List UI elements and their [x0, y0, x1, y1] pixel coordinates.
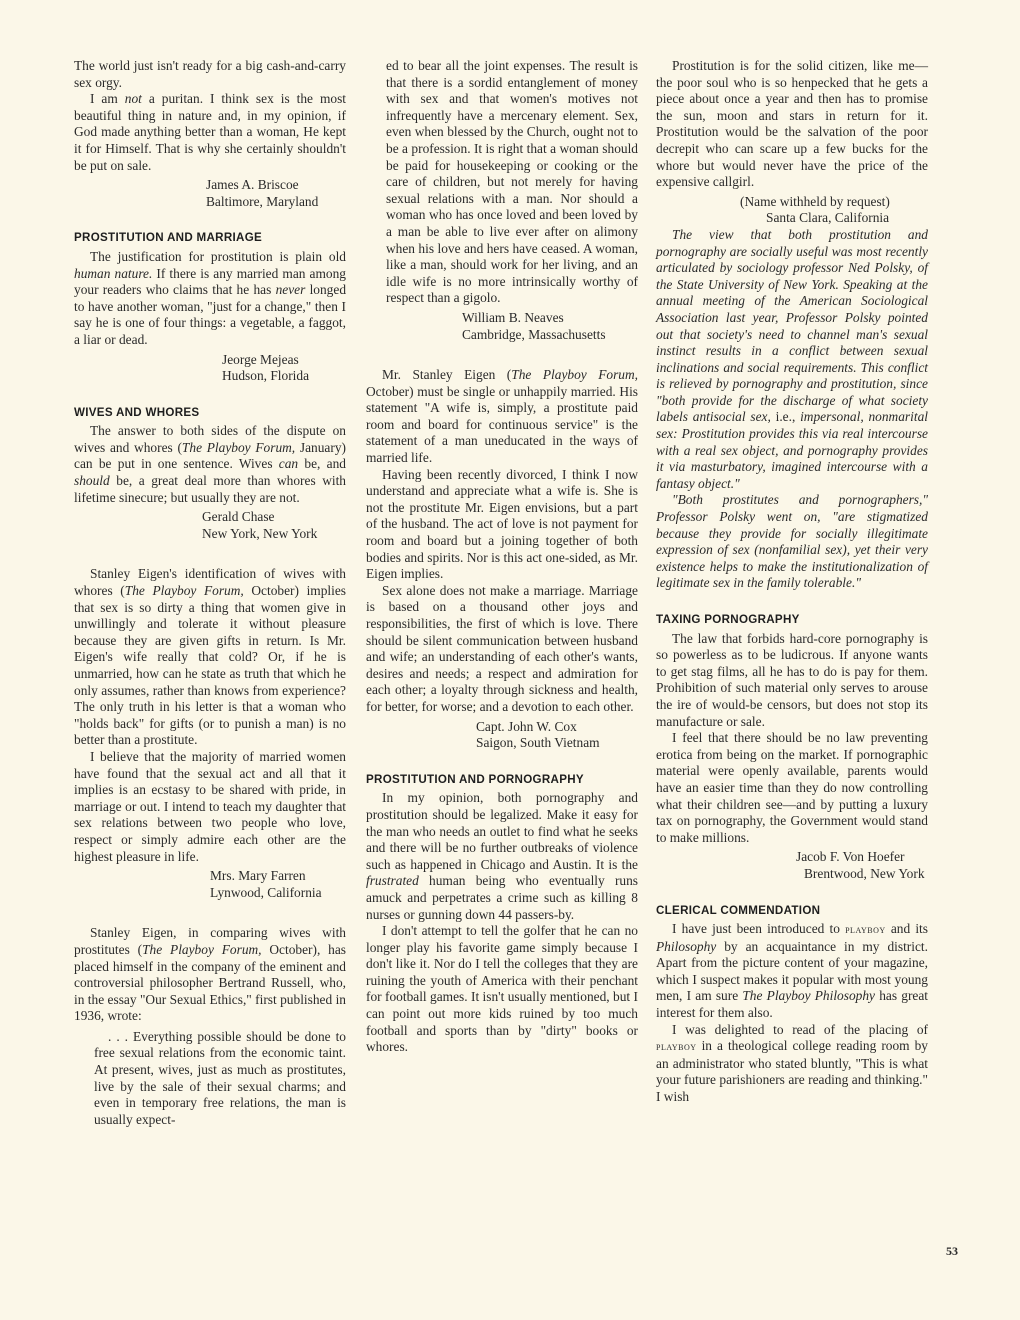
section-heading: PROSTITUTION AND MARRIAGE: [74, 231, 263, 245]
signature: [366, 719, 638, 752]
signature: [74, 868, 346, 901]
column-3: [656, 58, 928, 1106]
column-2: [366, 58, 638, 1056]
signature-place: New York, New York: [202, 525, 318, 541]
signature-name: Capt. John W. Cox: [476, 718, 577, 734]
section-heading: WIVES AND WHORES: [74, 405, 200, 419]
letter-paragraph: I was delighted to read of the placing of playboy in a theological college reading room by an administrator who stated bluntly, "This is what your future parishioners are reading and thinking." I wish: [656, 1021, 928, 1105]
signature-place: Saigon, South Vietnam: [476, 735, 600, 751]
block-quote: [94, 1029, 346, 1129]
letter-paragraph: I feel that there should be no law preventing erotica from being on the market. If pornographic material were openly available, parents would have an easier time than they do now controlling what their children see—and by putting a luxury tax on pornography, the Government would stand to make millions.: [656, 730, 928, 845]
signature: [366, 310, 638, 343]
signature-place: Cambridge, Massachusetts: [462, 326, 606, 342]
signature: [74, 177, 346, 210]
note-paragraph: "Both prostitutes and pornographers," Professor Polsky went on, "are stigmatized because they provide for socially illegitimate expression of sex (nonfamilial sex), yet their very existence helps to make the institutionalization of legitimate sex in the family tolerable.": [656, 492, 928, 591]
signature-place: Santa Clara, California: [766, 210, 890, 226]
letter-paragraph: Having been recently divorced, I think I now understand and appreciate what a wife is. She is not the prostitute Mr. Eigen envisions, but a part of the husband. The act of love is not payment for room and board but a joining together of both bodies and spirits. Nor is this act one-sided, as Mr. Eigen implies.: [366, 466, 638, 582]
page-number: 53: [946, 1244, 958, 1258]
letter-paragraph: I don't attempt to tell the golfer that he can no longer play his favorite game simply because I don't like it. Nor do I tell the colleges that they are ruining the youth of America with their penchant for football games. It isn't usually mentioned, but I can point out more kids ruined by too much football and sports than by "dirty" books or whores.: [366, 923, 638, 1055]
signature: [74, 509, 346, 542]
signature-name: William B. Neaves: [462, 309, 564, 325]
letter-paragraph: I am not a puritan. I think sex is the most beautiful thing in nature and, in my opinion, if God made anything better than a woman, He kept it for Himself. That is why she certainly shouldn't be put on sale.: [74, 91, 347, 173]
section-heading: TAXING PORNOGRAPHY: [656, 613, 800, 626]
editors-note: [656, 227, 928, 592]
signature-name: Gerald Chase: [202, 509, 275, 525]
letter-paragraph: Prostitution is for the solid citizen, like me—the poor soul who is so henpecked that he gets a piece about once a year and then has to promise the sun, moon and stars in return for it. Prostitution would be the salvation of the poor decrepit who can scare up a few bucks for the whore but would never have the price of the expensive callgirl.: [656, 58, 928, 190]
quote-paragraph: . . . Everything possible should be done to free sexual relations from the economic taint. At present, wives, just as much as prostitutes, live by the sale of their sexual charms; and even in temporary free relations, the man is usually expect-: [94, 1028, 346, 1127]
section-heading: CLERICAL COMMENDATION: [656, 903, 821, 917]
letter-paragraph: The world just isn't ready for a big cash-and-carry sex orgy.: [74, 58, 346, 90]
letter-paragraph: Stanley Eigen, in comparing wives with prostitutes (The Playboy Forum, October), has placed himself in the company of the eminent and controversial philosopher Bertrand Russell, who, in the essay "Our Sexual Ethics," first published in 1936, wrote:: [74, 925, 346, 1024]
signature: [74, 352, 346, 385]
letter-paragraph: I believe that the majority of married women have found that the sexual act and all that it implies is an ecstasy to be shared with pride, in marriage or out. I intend to teach my daughter that sex relations between two people who love, respect or simply admire each other are the highest pleasure in life.: [74, 748, 346, 864]
letter-paragraph: Sex alone does not make a marriage. Marriage is based on a thousand other joys and responsibilities, the first of which is love. There should be silent communication between husband and wife; an understanding of each other's wants, desires and needs; a respect and admiration for each other; a loyalty through sickness and health, for better, for worse; and a devotion to each other.: [366, 582, 638, 714]
signature-place: Baltimore, Maryland: [206, 193, 319, 209]
signature-name: (Name withheld by request): [740, 193, 890, 209]
letter-paragraph: I have just been introduced to playboy and its Philosophy by an acquaintance in my district. Apart from the picture content of your magazine, which I suspect makes it popular with most young men, I am sure The Playboy Philosophy has great interest for them also.: [656, 921, 929, 1021]
signature-name: Jeorge Mejeas: [222, 351, 299, 367]
quote-paragraph: ed to bear all the joint expenses. The result is that there is a sordid entanglement of money with sex and that women's motives not infrequently have a mercenary element. Sex, even when blessed by the Church, ought not to be a profession. It is right that a woman should be paid for housekeeping or cooking or the care of children, but not merely for having sexual relations with a man. Nor should a woman who has once loved and been loved by a man be able to live ever after on alimony when his love and hers have ceased. A woman, like a man, should work for her living, and an idle wife is no more intrinsically worthy of respect than a gigolo.: [386, 58, 638, 306]
letter-paragraph: Mr. Stanley Eigen (The Playboy Forum, October) must be single or unhappily married. His statement "A wife is, simply, a prostitute paid room and board for continuous service" is the statement of a man uneducated in the ways of married life.: [366, 367, 638, 466]
block-quote: [386, 58, 638, 307]
section-heading: PROSTITUTION AND PORNOGRAPHY: [366, 772, 584, 786]
signature-name: James A. Briscoe: [206, 177, 299, 193]
column-1: [74, 58, 346, 1128]
signature-name: Mrs. Mary Farren: [210, 868, 306, 884]
letter-paragraph: The answer to both sides of the dispute on wives and whores (The Playboy Forum, January) can be put in one sentence. Wives can be, and should be, a great deal more than whores with lifetime sinecure; but usually they are not.: [74, 423, 346, 505]
signature: [656, 849, 928, 882]
signature: [656, 194, 928, 227]
signature-place: Brentwood, New York: [804, 865, 925, 881]
letter-paragraph: The law that forbids hard-core pornography is so powerless as to be ludicrous. If anyone wants to get stag films, all he has to do is pay for them. Prohibition of such material only serves to arouse the ire of would-be censors, but does not stop its manufacture or sale.: [656, 630, 928, 729]
signature-name: Jacob F. Von Hoefer: [796, 849, 905, 865]
letter-paragraph: Stanley Eigen's identification of wives with whores (The Playboy Forum, October) implies that sex is so dirty a thing that women give in unwillingly and tolerate it without pleasure because they are given gifts in return. Is Mr. Eigen's wife really that cold? Or, if he is unmarried, how can he state as truth that which he only assumes, rather than knows from experience? The only truth in his letter is that a woman who "holds back" for gifts (or to punish a man) is no better than a prostitute.: [74, 566, 347, 748]
signature-place: Lynwood, California: [210, 884, 322, 900]
letter-paragraph: In my opinion, both pornography and prostitution should be legalized. Make it easy for the man who needs an outlet to find what he seeks and there will be no further outbreaks of violence such as happened in Chicago and Austin. It is the frustrated human being who eventually runs amuck and perpetrates a crime such as killing 8 nurses or gunning down 44 passers-by.: [366, 790, 638, 922]
note-paragraph: The view that both prostitution and pornography are socially useful was most recently articulated by sociology professor Ned Polsky, of the State University of New York. Speaking at the annual meeting of the American Sociological Association last year, Professor Polsky pointed out that society's need to channel man's sexual instinct results in a conflict between sexual inclinations and social requirements. This conflict is relieved by pornography and prostitution, since "both provide for the discharge of what society labels antisocial sex, i.e., impersonal, nonmarital sex: Prostitution provides this via real intercourse with a real sex object, and pornography provides it via masturbatory, imagined intercourse with a fantasy object.": [656, 226, 928, 491]
letter-paragraph: The justification for prostitution is plain old human nature. If there is any married man among your readers who claims that he has never longed to have another woman, "just for a change," then I say he is one of four things: a vegetable, a faggot, a liar or dead.: [74, 248, 347, 347]
signature-place: Hudson, Florida: [222, 368, 310, 384]
